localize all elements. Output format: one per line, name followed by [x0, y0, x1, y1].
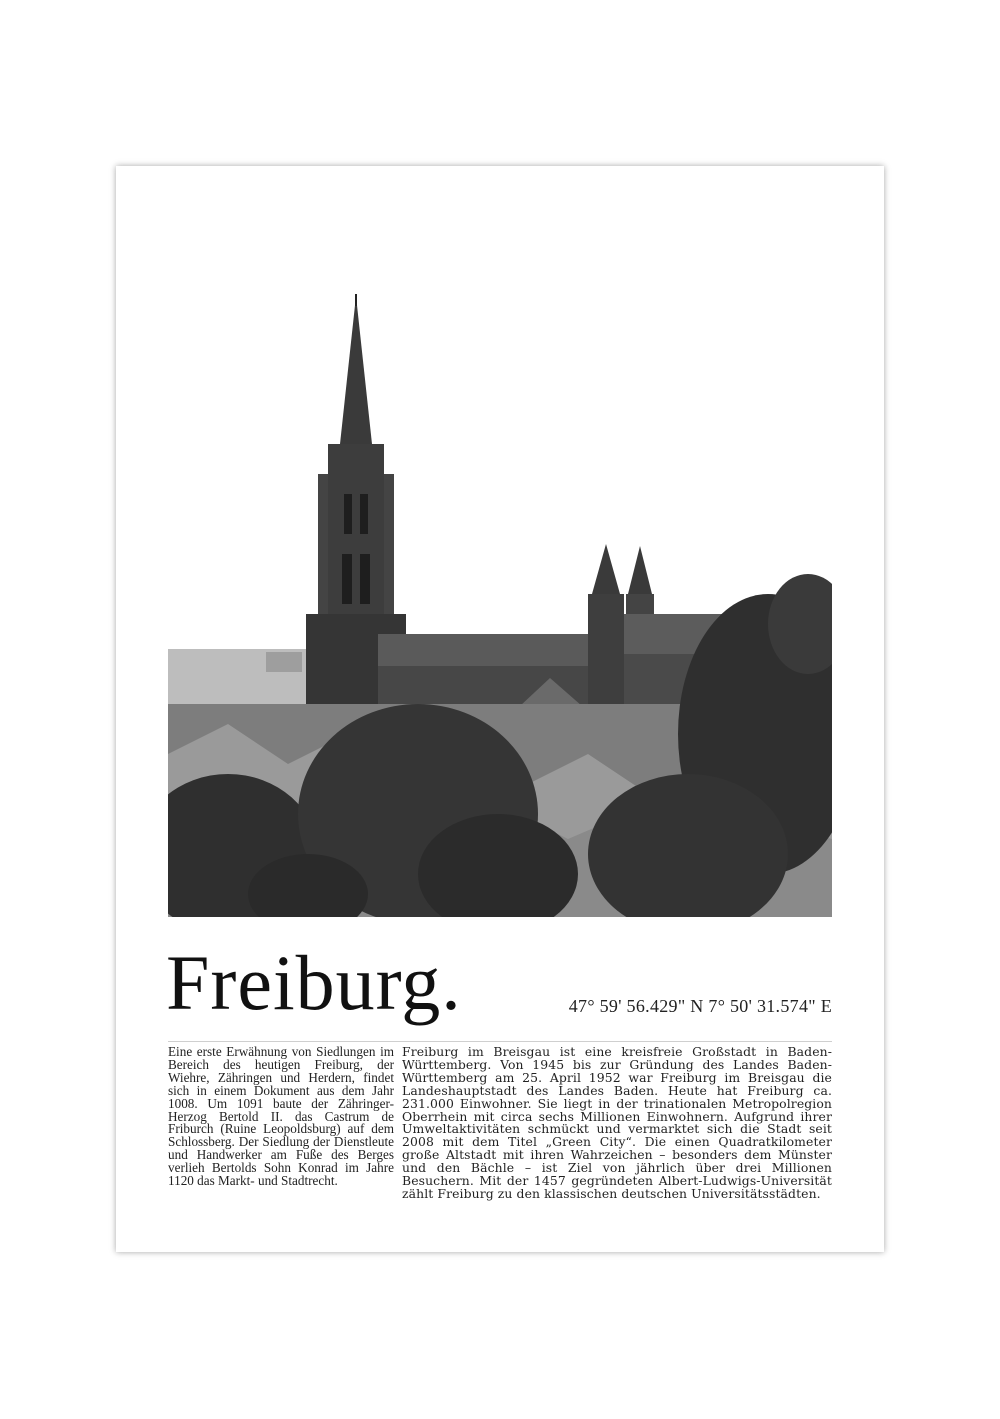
- coordinates: 47° 59' 56.429" N 7° 50' 31.574" E: [568, 996, 832, 1016]
- city-title: Freiburg.: [166, 939, 462, 1026]
- history-text: Eine erste Erwähnung von Siedlungen im Bereich des heutigen Freiburg, der Wiehre, Zähringen und Herdern, findet sich in einem Dokument aus dem Jahr 1008. Um 1091 baute der Zähringer-Herzog Bertold II. das Castrum de Friburch (Ruine Leopoldsburg) auf dem Schlossberg. Der Siedlung der Dienstleute und Handwerker am Fuße des Berges verlieh Bertolds Sohn Konrad im Jahre 1120 das Markt- und Stadtrecht.: [168, 1044, 394, 1189]
- divider: [168, 1041, 832, 1042]
- cathedral-photo: [168, 294, 832, 917]
- description-text: Freiburg im Breisgau ist eine kreisfreie Großstadt in Baden-Württemberg. Von 1945 bis zur Gründung des Landes Baden-Württemberg am 25. April 1952 war Freiburg im Breisgau die Landeshauptstadt des Landes Baden. Heute hat Freiburg ca. 231.000 Einwohner. Sie liegt in der trinationalen Metropolregion Oberrhein mit circa sechs Millionen Einwohnern. Aufgrund ihrer Umweltaktivitäten schmückt und vermarktet sich die Stadt seit 2008 mit dem Titel „Green City“. Die einen Quadratkilometer große Altstadt mit ihren Wahrzeichen – besonders dem Münster und den Bächle – ist Ziel von jährlich über drei Millionen Besuchern. Mit der 1457 gegründeten Albert-Ludwigs-Universität zählt Freiburg zu den klassischen deutschen Universitätsstädten.: [402, 1044, 832, 1201]
- poster: [116, 166, 884, 1252]
